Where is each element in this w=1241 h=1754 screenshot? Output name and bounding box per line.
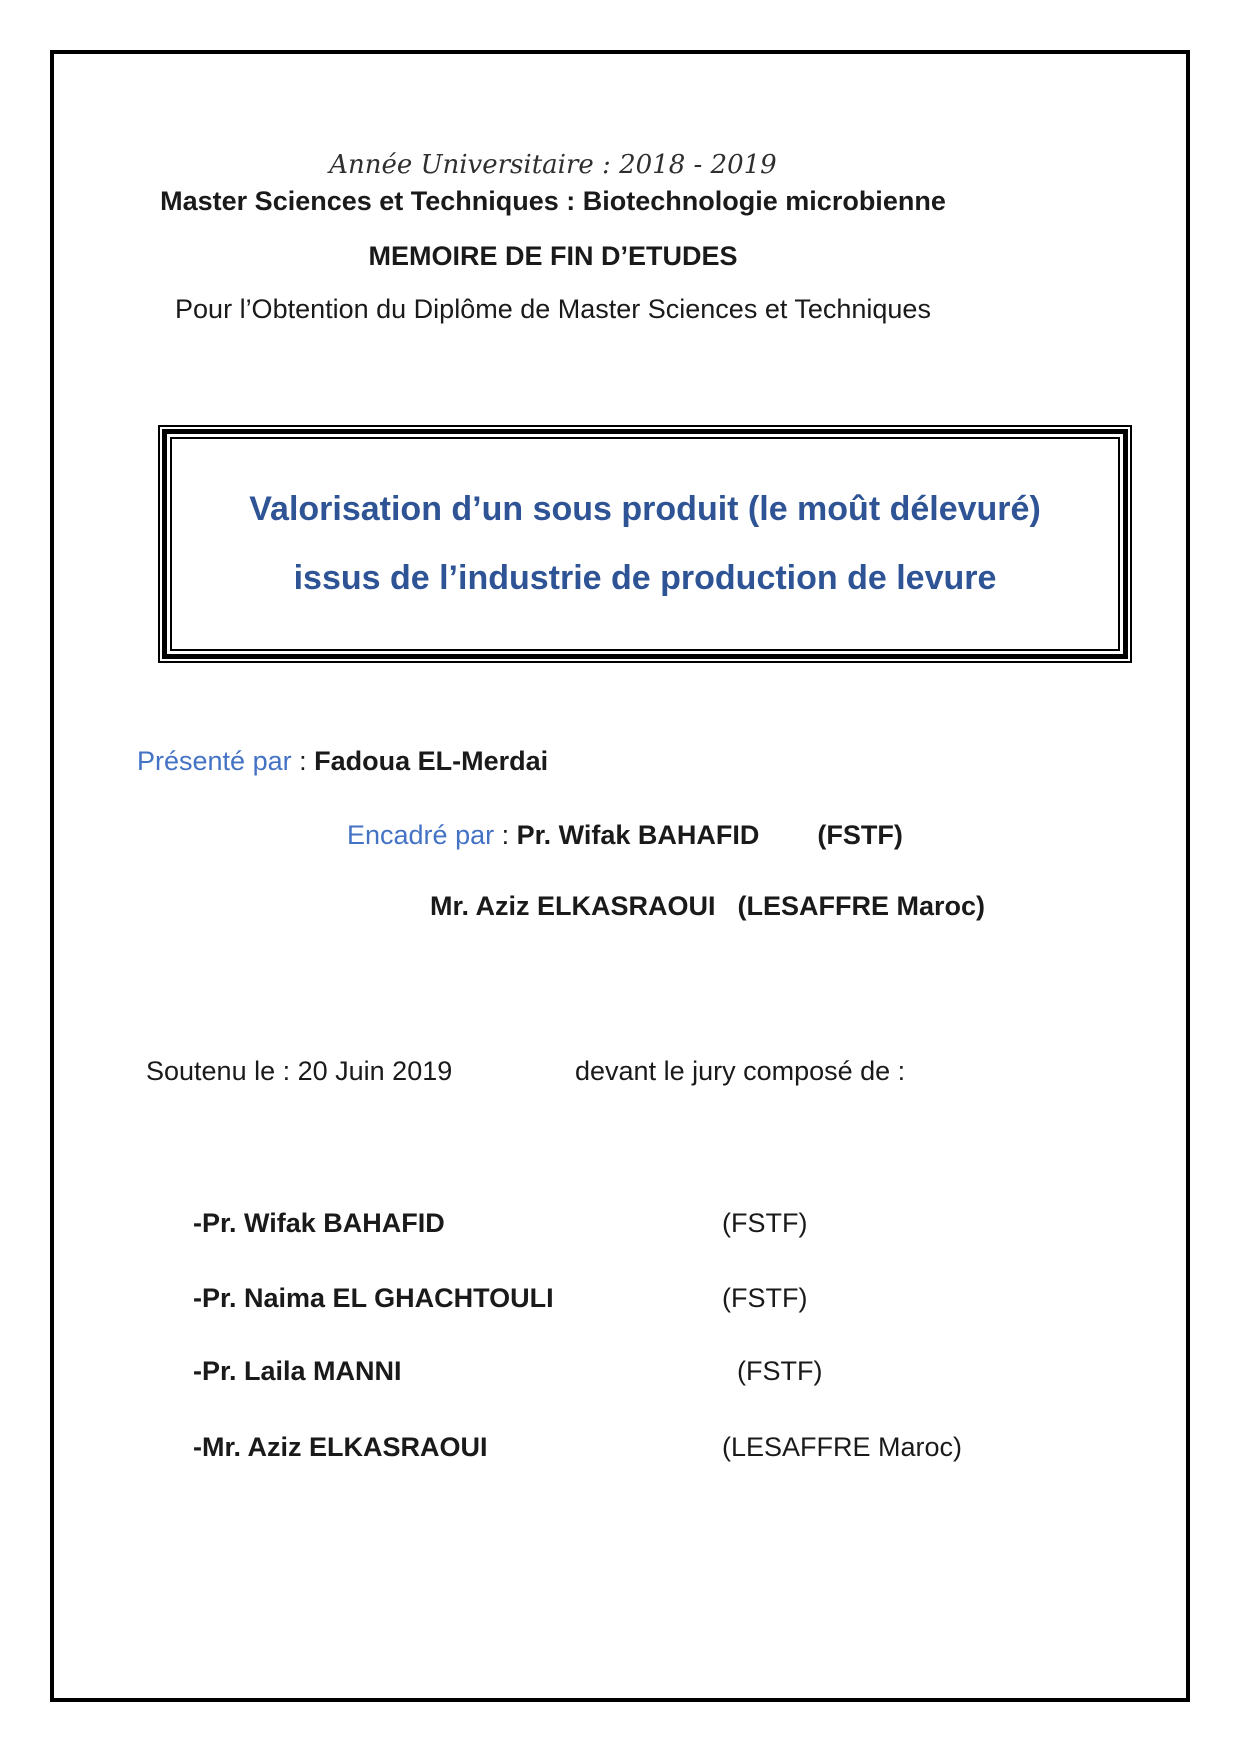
thesis-title-line-1: Valorisation d’un sous produit (le moût délevuré) bbox=[249, 490, 1041, 528]
author-name: Fadoua EL-Merdai bbox=[314, 746, 549, 776]
supervisor2-line bbox=[430, 891, 985, 922]
jury-intro-line: devant le jury composé de : bbox=[575, 1056, 906, 1086]
jury-member-affiliation: (FSTF) bbox=[737, 1356, 823, 1386]
supervised-separator: : bbox=[494, 820, 517, 850]
master-program-line: Master Sciences et Techniques : Biotechnologie microbienne bbox=[160, 186, 946, 216]
presented-separator: : bbox=[291, 746, 315, 776]
academic-year-line: Année Universitaire : 2018 - 2019 bbox=[329, 150, 777, 180]
supervised-by-label: Encadré par bbox=[347, 820, 495, 850]
jury-member-affiliation: (FSTF) bbox=[722, 1208, 808, 1238]
memoire-heading: MEMOIRE DE FIN D’ETUDES bbox=[368, 241, 738, 271]
jury-member-name: -Pr. Naima EL GHACHTOULI bbox=[193, 1283, 554, 1313]
thesis-title-box bbox=[170, 437, 1120, 651]
presented-by-label: Présenté par bbox=[137, 746, 292, 776]
jury-member-name: -Pr. Wifak BAHAFID bbox=[193, 1208, 445, 1238]
jury-member-affiliation: (FSTF) bbox=[722, 1283, 808, 1313]
thesis-title-line-2: issus de l’industrie de production de levure bbox=[293, 559, 997, 597]
presented-by-line bbox=[137, 746, 548, 777]
supervisor2-name: Mr. Aziz ELKASRAOUI bbox=[430, 891, 716, 921]
supervisor1-name: Pr. Wifak BAHAFID bbox=[516, 820, 760, 850]
defense-date-line: Soutenu le : 20 Juin 2019 bbox=[146, 1056, 453, 1086]
supervisor2-affiliation: (LESAFFRE Maroc) bbox=[737, 891, 986, 921]
jury-member-name: -Pr. Laila MANNI bbox=[193, 1356, 402, 1386]
jury-member-affiliation: (LESAFFRE Maroc) bbox=[722, 1432, 963, 1462]
diploma-purpose-line: Pour l’Obtention du Diplôme de Master Sciences et Techniques bbox=[175, 294, 931, 324]
supervised-by-line bbox=[347, 820, 903, 851]
jury-member-name: -Mr. Aziz ELKASRAOUI bbox=[193, 1432, 488, 1462]
supervisor1-affiliation: (FSTF) bbox=[817, 820, 903, 850]
